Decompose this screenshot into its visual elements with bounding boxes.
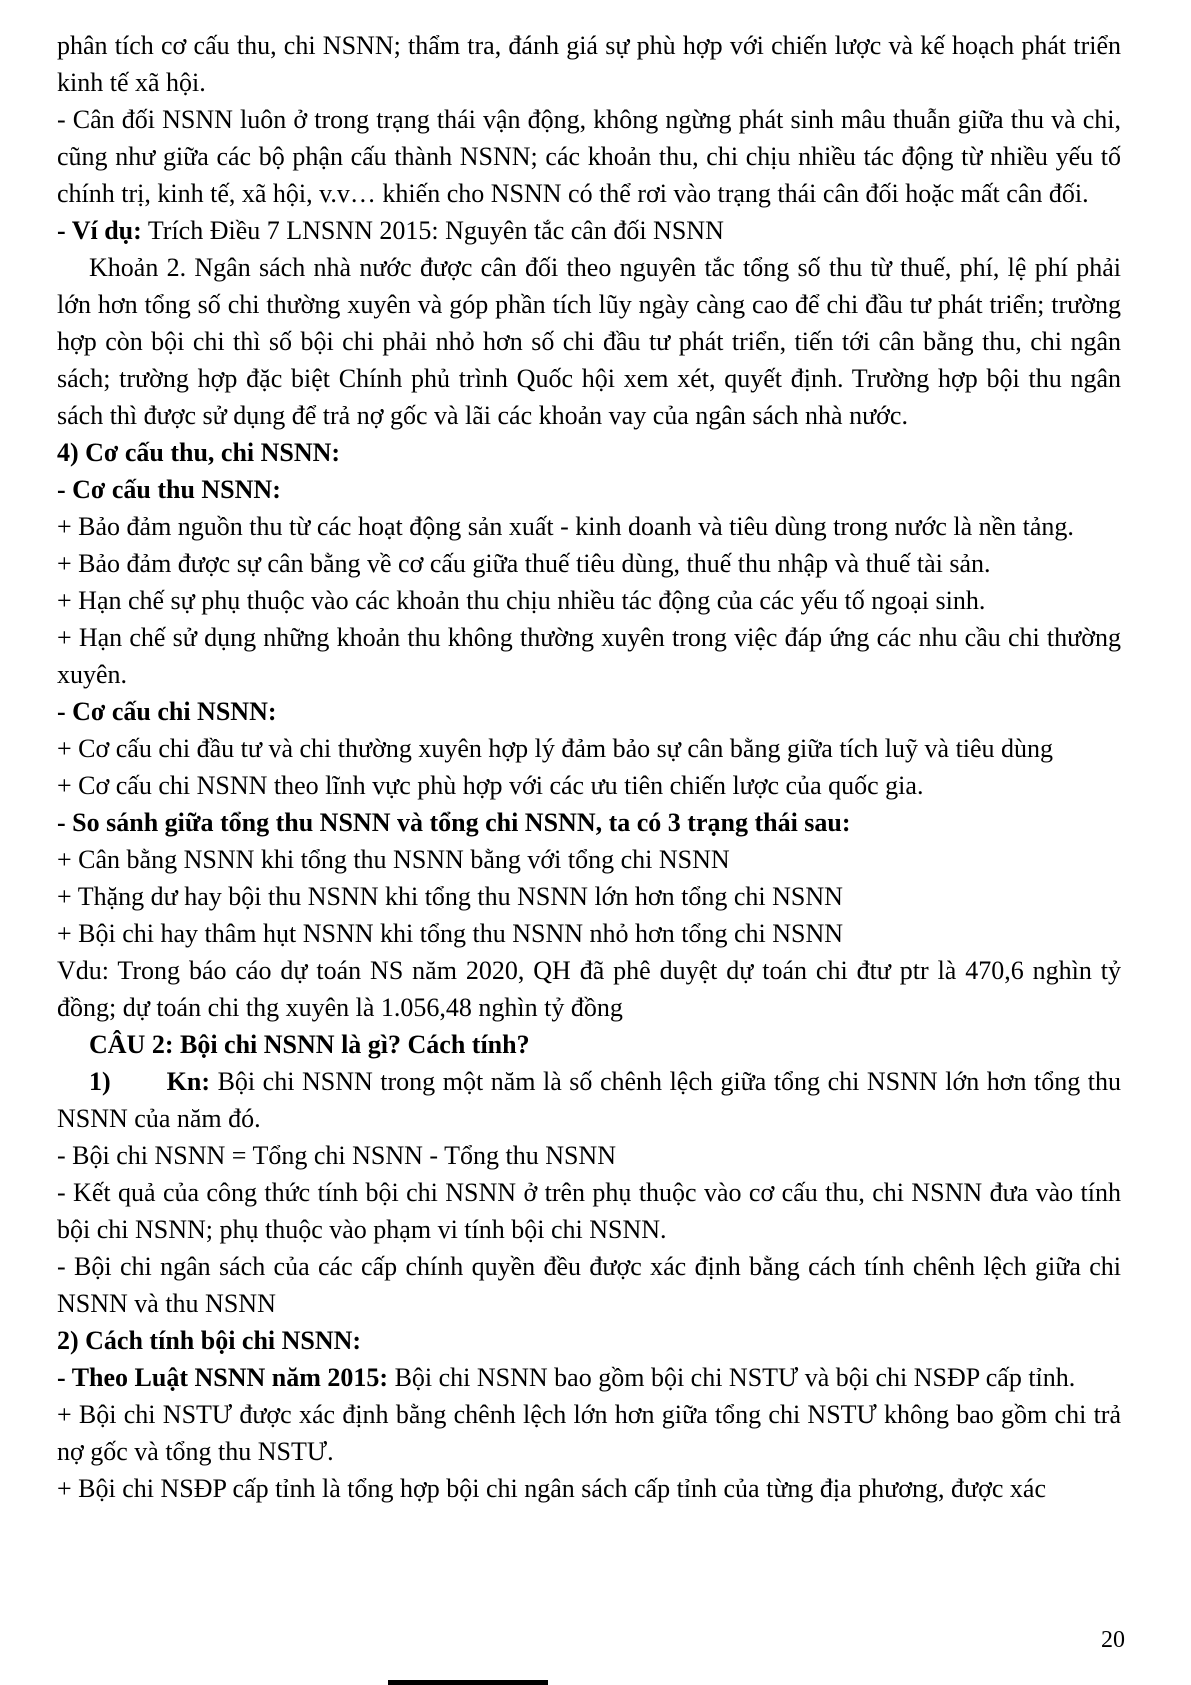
theo-luat-label: - Theo Luật NSNN năm 2015: (57, 1363, 389, 1392)
kn-text: Bội chi NSNN trong một năm là số chênh lệch giữa tổng chi NSNN lớn hơn tổng thu NSNN của năm đó. (57, 1067, 1122, 1133)
paragraph-vi-du (57, 212, 1121, 249)
page-bottom-rule (388, 1680, 548, 1685)
paragraph-continuation: phân tích cơ cấu thu, chi NSNN; thẩm tra, đánh giá sự phù hợp với chiến lược và kế hoạch phát triển kinh tế xã hội. (57, 31, 1121, 97)
list-item: + Bảo đảm được sự cân bằng về cơ cấu giữa thuế tiêu dùng, thuế thu nhập và thuế tài sản. (57, 549, 991, 578)
list-item: + Cơ cấu chi đầu tư và chi thường xuyên hợp lý đảm bảo sự cân bằng giữa tích luỹ và tiêu dùng (57, 734, 1054, 763)
kn-number: 1) (89, 1067, 111, 1096)
list-item: + Bội chi NSTƯ được xác định bằng chênh lệch lớn hơn giữa tổng chi NSTƯ không bao gồm chi trả nợ gốc và tổng thu NSTƯ. (57, 1400, 1121, 1466)
heading-section-2: 2) Cách tính bội chi NSNN: (57, 1326, 362, 1355)
heading-co-cau-chi: - Cơ cấu chi NSNN: (57, 697, 277, 726)
paragraph-cap-chinh-quyen: - Bội chi ngân sách của các cấp chính quyền đều được xác định bằng cách tính chênh lệch giữa chi NSNN và thu NSNN (57, 1252, 1121, 1318)
list-item: + Thặng dư hay bội thu NSNN khi tổng thu NSNN lớn hơn tổng chi NSNN (57, 882, 843, 911)
heading-so-sanh: - So sánh giữa tổng thu NSNN và tổng chi NSNN, ta có 3 trạng thái sau: (57, 808, 851, 837)
list-item: + Hạn chế sử dụng những khoản thu không thường xuyên trong việc đáp ứng các nhu cầu chi thường xuyên. (57, 623, 1121, 689)
paragraph-theo-luat (57, 1359, 1121, 1396)
heading-co-cau-thu: - Cơ cấu thu NSNN: (57, 475, 281, 504)
vi-du-label: - Ví dụ: (57, 216, 142, 245)
page-number: 20 (1101, 1627, 1125, 1653)
theo-luat-text: Bội chi NSNN bao gồm bội chi NSTƯ và bội chi NSĐP cấp tỉnh. (394, 1363, 1076, 1392)
vi-du-text: Trích Điều 7 LNSNN 2015: Nguyên tắc cân đối NSNN (147, 216, 724, 245)
paragraph-ket-qua: - Kết quả của công thức tính bội chi NSNN ở trên phụ thuộc vào cơ cấu thu, chi NSNN đưa vào tính bội chi NSNN; phụ thuộc vào phạm vi tính bội chi NSNN. (57, 1178, 1121, 1244)
paragraph-can-doi: - Cân đối NSNN luôn ở trong trạng thái vận động, không ngừng phát sinh mâu thuẫn giữa thu và chi, cũng như giữa các bộ phận cấu thành NSNN; các khoản thu, chi chịu nhiều tác động từ nhiều yếu tố chính trị, kinh tế, xã hội, v.v… khiến cho NSNN có thể rơi vào trạng thái cân đối hoặc mất cân đối. (57, 105, 1121, 208)
list-item: + Cân bằng NSNN khi tổng thu NSNN bằng với tổng chi NSNN (57, 845, 730, 874)
kn-label: Kn: (166, 1067, 211, 1096)
list-item: + Bội chi NSĐP cấp tỉnh là tổng hợp bội chi ngân sách cấp tỉnh của từng địa phương, được xác (57, 1474, 1046, 1503)
heading-cau-2: CÂU 2: Bội chi NSNN là gì? Cách tính? (89, 1030, 530, 1059)
paragraph-khoan-2: Khoản 2. Ngân sách nhà nước được cân đối theo nguyên tắc tổng số thu từ thuế, phí, lệ phí phải lớn hơn tổng số chi thường xuyên và góp phần tích lũy ngày càng cao để chi đầu tư phát triển; trường hợp còn bội chi thì số bội chi phải nhỏ hơn số chi đầu tư phát triển, tiến tới cân bằng thu, chi ngân sách; trường hợp đặc biệt Chính phủ trình Quốc hội xem xét, quyết định. Trường hợp bội thu ngân sách thì được sử dụng để trả nợ gốc và lãi các khoản vay của ngân sách nhà nước. (57, 253, 1121, 430)
heading-section-4: 4) Cơ cấu thu, chi NSNN: (57, 438, 341, 467)
paragraph-kn (57, 1063, 1121, 1137)
list-item: + Cơ cấu chi NSNN theo lĩnh vực phù hợp với các ưu tiên chiến lược của quốc gia. (57, 771, 924, 800)
paragraph-vdu-example: Vdu: Trong báo cáo dự toán NS năm 2020, QH đã phê duyệt dự toán chi đtư ptr là 470,6 nghìn tỷ đồng; dự toán chi thg xuyên là 1.056,48 nghìn tỷ đồng (57, 956, 1121, 1022)
list-item: + Bội chi hay thâm hụt NSNN khi tổng thu NSNN nhỏ hơn tổng chi NSNN (57, 919, 844, 948)
paragraph-formula: - Bội chi NSNN = Tổng chi NSNN - Tổng thu NSNN (57, 1141, 616, 1170)
list-item: + Hạn chế sự phụ thuộc vào các khoản thu chịu nhiều tác động của các yếu tố ngoại sinh. (57, 586, 986, 615)
list-item: + Bảo đảm nguồn thu từ các hoạt động sản xuất - kinh doanh và tiêu dùng trong nước là nền tảng. (57, 512, 1074, 541)
